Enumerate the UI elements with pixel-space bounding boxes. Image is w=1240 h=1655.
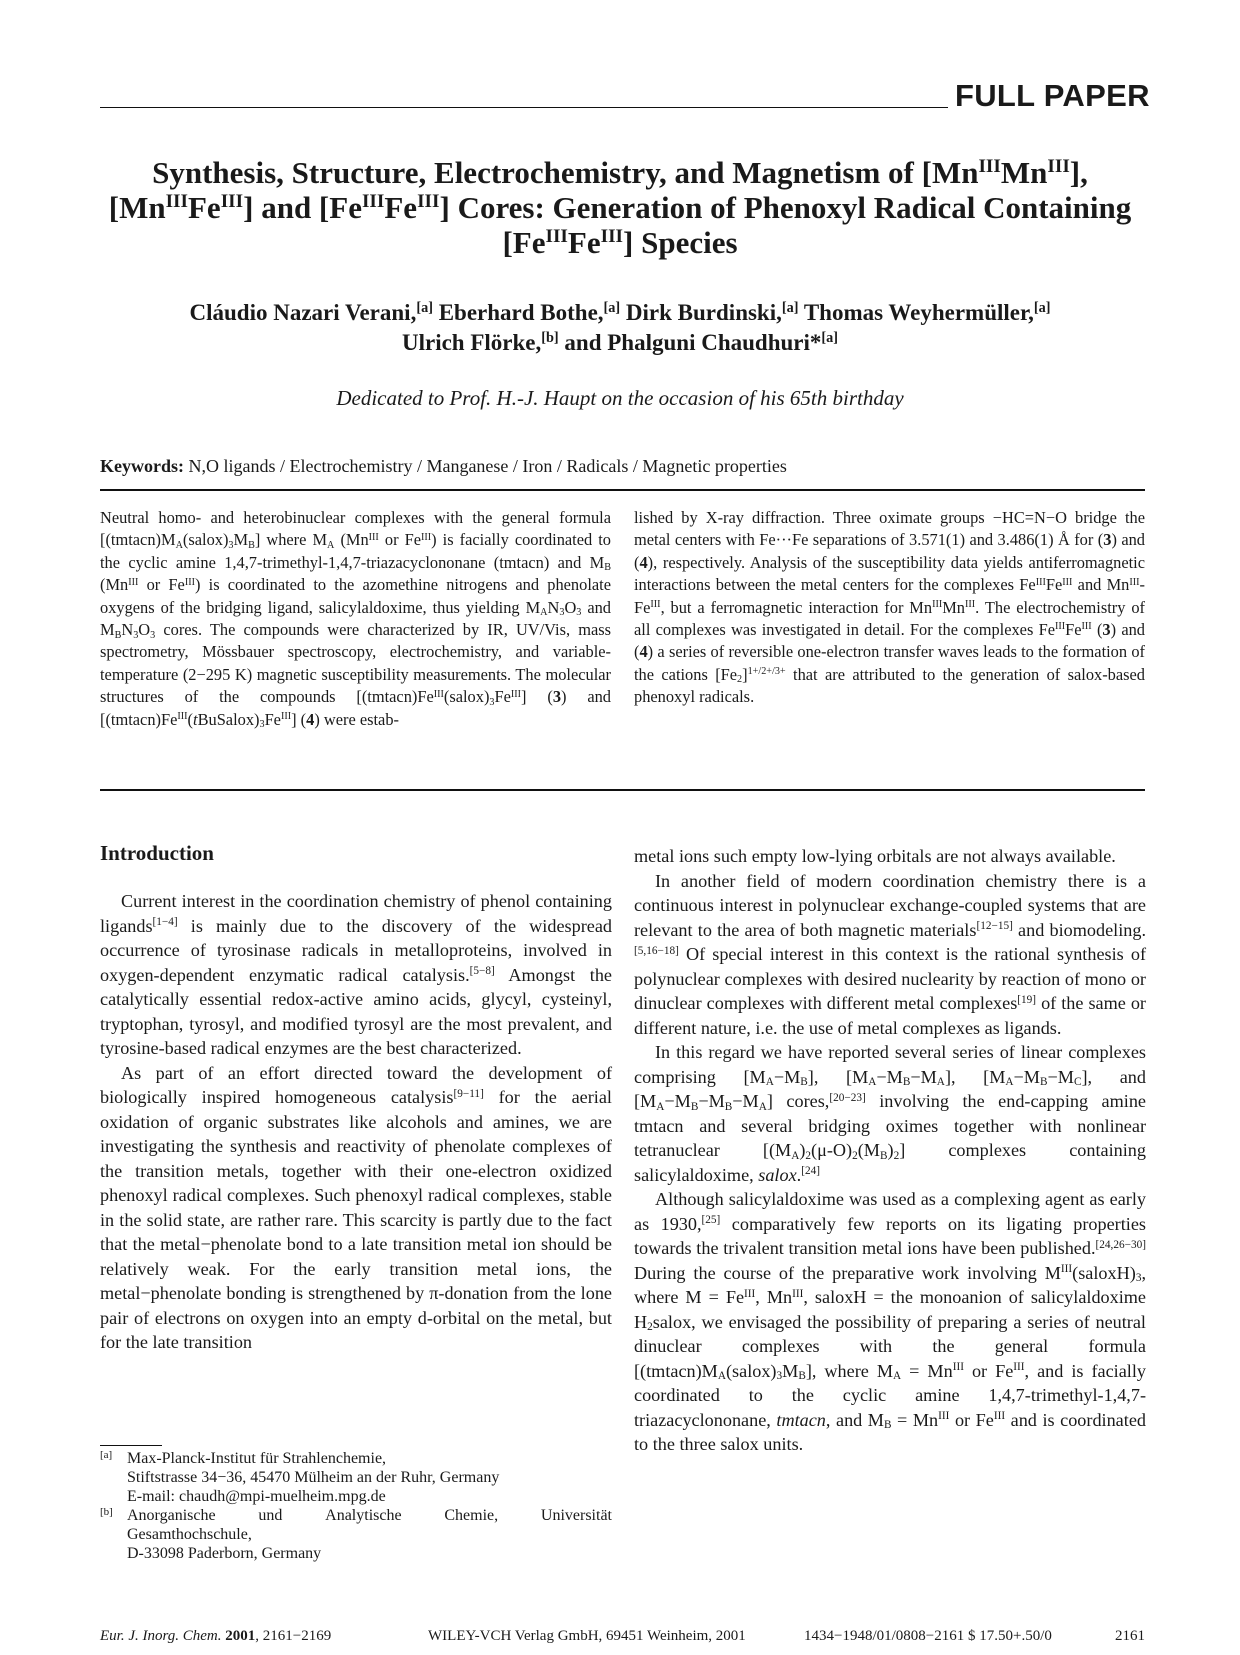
footer-issn: 1434−1948/01/0808−2161 $ 17.50+.50/0 — [804, 1628, 1052, 1644]
keywords-label: Keywords: — [100, 456, 184, 476]
footnote-b-word: Anorganische — [127, 1507, 216, 1524]
footnote-b-line: D-33098 Paderborn, Germany — [127, 1545, 322, 1562]
section-heading-introduction: Introduction — [100, 841, 214, 865]
footer-journal-citation: Eur. J. Inorg. Chem. 2001, 2161−2169 — [100, 1628, 332, 1644]
footnote-b-word: Chemie, — [444, 1507, 499, 1524]
footnote-a-email: E-mail: chaudh@mpi-muelheim.mpg.de — [127, 1488, 386, 1505]
footnote-b-line: Gesamthochschule, — [127, 1526, 252, 1543]
affiliation-footnotes — [100, 1449, 612, 1563]
footnote-b-word: und — [258, 1507, 283, 1524]
header-rule — [100, 107, 948, 108]
footnote-mark-a: [a] — [100, 1449, 113, 1461]
footnote-b — [100, 1506, 612, 1563]
keywords-rule — [100, 489, 1145, 491]
body-paragraph: In this regard we have reported several series of linear complexes comprising $[M_A-M_B]$, $[M_A-M_B-M_A]$, $[M_A-M_B-M_C]$, and $[M_A-M_B-M_B-M_A]$ cores,[20−23] involving the end-capping amine tmtacn and several bridging oximes together with nonlinear tetranuclear $[(M_A)_2(\mu-O)_2(M_B)_2]$ complexes containing salicylaldoxime, salox.[24] — [634, 1042, 1146, 1185]
body-left-column — [100, 840, 612, 1355]
footnote-b-word: Universität — [540, 1507, 612, 1524]
abstract-right-column: lished by X-ray diffraction. Three oximate groups −HC=N−O bridge the metal centers with Fe···Fe separations of 3.571(1) and 3.486(1) Å for (3) and (4), respectively. Analysis of the susceptibility data yields antiferromagnetic interactions between the metal centers for the complexes $Fe^{III}Fe^{III}$ and $Mn^{III}-Fe^{III}$, but a ferromagnetic interaction for $Mn^{III}Mn^{III}$. The electrochemistry of all complexes was investigated in detail. For the complexes $Fe^{III}Fe^{III}$ (3) and (4) a series of reversible one-electron transfer waves leads to the formation of the cations $[Fe_2]^{1+/2+/3+}$ that are attributed to the generation of salox-based phenoxyl radicals. — [634, 508, 1146, 707]
body-paragraph: In another field of modern coordination chemistry there is a continuous interest in polynuclear exchange-coupled systems that are relevant to the area of both magnetic materials[12−15] and biomodeling.[5,16−18] Of special interest in this context is the rational synthesis of polynuclear complexes with desired nuclearity by reaction of mono or dinuclear complexes with different metal complexes[19] of the same or different nature, i.e. the use of metal complexes as ligands. — [634, 870, 1147, 1038]
body-paragraph: Although salicylaldoxime was used as a complexing agent as early as 1930,[25] comparatively few reports on its ligating properties towards the trivalent transition metal ions have been published.[24,26−30] During the course of the preparative work involving $M^{III}(saloxH)_3$, where $M = Fe^{III}$, $Mn^{III}$, saloxH = the monoanion of salicylaldoxime $H_2salox$, we envisaged the possibility of preparing a series of neutral dinuclear complexes with the general formula $[(tmtacn)M_A(salox)_3M_B]$, where $M_A = Mn^{III}$ or $Fe^{III}$, and is facially coordinated to the cyclic amine 1,4,7-trimethyl-1,4,7-triazacyclononane, tmtacn, and $M_B = Mn^{III}$ or $Fe^{III}$ and is coordinated to the three salox units. — [634, 1189, 1147, 1454]
footnote-mark-b: [b] — [100, 1506, 113, 1518]
body-paragraph: metal ions such empty low-lying orbitals are not always available. — [634, 846, 1116, 866]
author-list: Cláudio Nazari Verani,[a] Eberhard Bothe,[a] Dirk Burdinski,[a] Thomas Weyhermüller,[a] Ulrich Flörke,[b] and Phalguni Chaudhuri*[a] — [189, 300, 1051, 355]
paper-title: Synthesis, Structure, Electrochemistry, and Magnetism of $[Mn^{III}Mn^{III}]$, $[Mn^{III}Fe^{III}]$ and $[Fe^{III}Fe^{III}]$ Cores: Generation of Phenoxyl Radical Containing $[Fe^{III}Fe^{III}]$ Species — [108, 155, 1132, 260]
keywords — [100, 456, 1145, 477]
footer-publisher: WILEY-VCH Verlag GmbH, 69451 Weinheim, 2001 — [428, 1628, 746, 1644]
footnote-a-line: Max-Planck-Institut für Strahlenchemie, — [127, 1450, 387, 1467]
abstract-rule — [100, 789, 1145, 791]
page-number: 2161 — [1115, 1628, 1145, 1644]
footnote-b-word: Analytische — [325, 1507, 402, 1524]
body-paragraph: Current interest in the coordination chemistry of phenol containing ligands[1−4] is mainly due to the discovery of the widespread occurrence of tyrosinase radicals in metalloproteins, involved in oxygen-dependent enzymatic radical catalysis.[5−8] Amongst the catalytically essential redox-active amino acids, glycyl, cysteinyl, tryptophan, tyrosyl, and modified tyrosyl are the most prevalent, and tyrosine-based radical enzymes are the best characterized. — [100, 891, 612, 1058]
body-right-column — [634, 844, 1146, 1457]
dedication: Dedicated to Prof. H.-J. Haupt on the occasion of his 65th birthday — [336, 386, 904, 410]
keywords-text: N,O ligands / Electrochemistry / Manganese / Iron / Radicals / Magnetic properties — [188, 456, 787, 476]
abstract-left-column: Neutral homo- and heterobinuclear complexes with the general formula $[(tmtacn)M_A(salox)_3M_B]$ where $M_A$ ($Mn^{III}$ or $Fe^{III}$) is facially coordinated to the cyclic amine 1,4,7-trimethyl-1,4,7-triazacyclononane (tmtacn) and $M_B$ ($Mn^{III}$ or $Fe^{III}$) is coordinated to the azomethine nitrogens and phenolate oxygens of the bridging ligand, salicylaldoxime, thus yielding $M_AN_3O_3$ and $M_BN_3O_3$ cores. The compounds were characterized by IR, UV/Vis, mass spectrometry, Mössbauer spectroscopy, electrochemistry, and variable-temperature (2−295 K) magnetic susceptibility measurements. The molecular structures of the compounds $[(tmtacn)Fe^{III}(salox)_3Fe^{III}]$ (3) and $[(tmtacn)Fe^{III}(tBuSalox)_3Fe^{III}]$ (4) were estab- — [100, 508, 611, 731]
section-label: FULL PAPER — [955, 78, 1150, 113]
footnote-a — [100, 1449, 612, 1506]
footnote-b-line — [127, 1506, 612, 1525]
body-paragraph: As part of an effort directed toward the development of biologically inspired homogeneous catalysis[9−11] for the aerial oxidation of organic substrates like alcohols and amines, we are investigating the synthesis and reactivity of phenolate complexes of the transition metals, together with their one-electron oxidized phenoxyl radical complexes. Such phenoxyl radical complexes, stable in the solid state, are rather rare. This scarcity is partly due to the fact that the metal−phenolate bond to a late transition metal ion should be relatively weak. For the early transition metal ions, the metal−phenolate bonding is strengthened by π-donation from the lone pair of electrons on oxygen into an empty d-orbital on the metal, but for the late transition — [100, 1062, 612, 1352]
footnote-a-line: Stiftstrasse 34−36, 45470 Mülheim an der Ruhr, Germany — [127, 1469, 500, 1486]
